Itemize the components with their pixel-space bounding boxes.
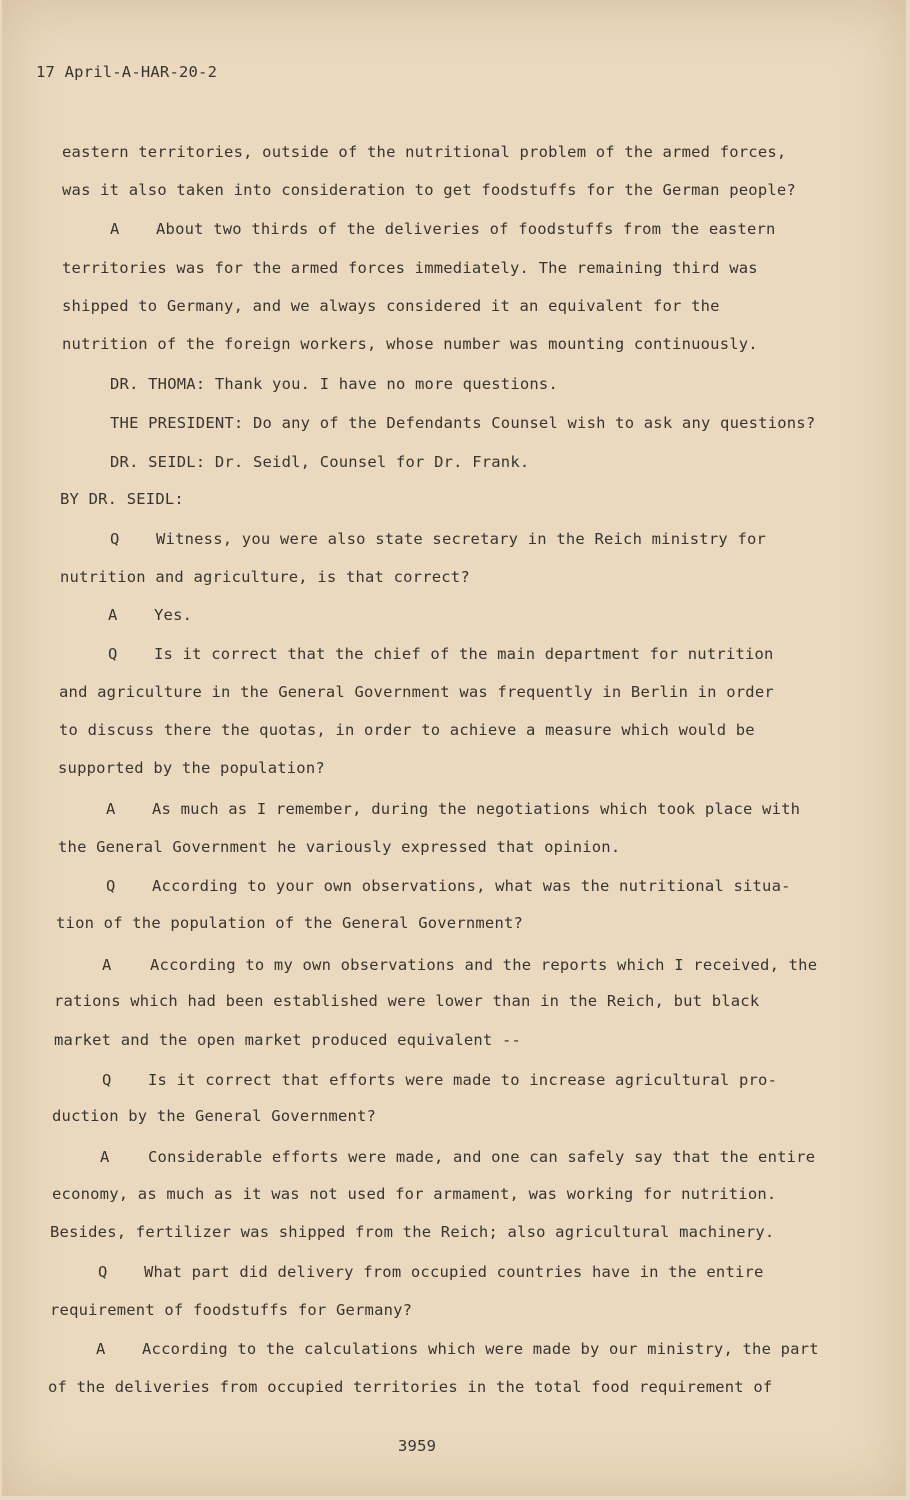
transcript-line: territories was for the armed forces immediately. The remaining third was (62, 259, 758, 277)
transcript-line: A Considerable efforts were made, and one can safely say that the entire (100, 1148, 816, 1166)
transcript-line: was it also taken into consideration to get foodstuffs for the German people? (62, 181, 796, 199)
speaker-label: Q (106, 877, 116, 895)
transcript-line: DR. THOMA: Thank you. I have no more questions. (110, 375, 558, 393)
transcript-line: shipped to Germany, and we always considered it an equivalent for the (62, 297, 720, 315)
transcript-line: Q What part did delivery from occupied countries have in the entire (98, 1263, 764, 1281)
transcript-line: requirement of foodstuffs for Germany? (50, 1301, 413, 1319)
transcript-line: A About two thirds of the deliveries of foodstuffs from the eastern (110, 220, 776, 238)
speaker-label: A (108, 606, 118, 624)
transcript-line: eastern territories, outside of the nutritional problem of the armed forces, (62, 143, 787, 161)
transcript-line: the General Government he variously expressed that opinion. (58, 838, 621, 856)
transcript-line: tion of the population of the General Government? (56, 914, 524, 932)
transcript-line: A As much as I remember, during the negotiations which took place with (106, 800, 801, 818)
transcript-line: Q Witness, you were also state secretary in the Reich ministry for (110, 530, 767, 548)
transcript-line: THE PRESIDENT: Do any of the Defendants Counsel wish to ask any questions? (110, 414, 816, 432)
speaker-label: A (110, 220, 120, 238)
transcript-line: duction by the General Government? (52, 1107, 377, 1125)
transcript-line: of the deliveries from occupied territories in the total food requirement of (48, 1378, 773, 1396)
transcript-line: Q Is it correct that efforts were made to increase agricultural pro- (102, 1071, 778, 1089)
page-number: 3959 (398, 1437, 437, 1455)
speaker-label: A (96, 1340, 106, 1358)
transcript-line: Q According to your own observations, what was the nutritional situa- (106, 877, 791, 895)
transcript-line: BY DR. SEIDL: (60, 490, 184, 508)
transcript-line: A According to the calculations which were made by our ministry, the part (96, 1340, 819, 1358)
transcript-line: rations which had been established were lower than in the Reich, but black (54, 992, 760, 1010)
transcript-line: nutrition of the foreign workers, whose number was mounting continuously. (62, 335, 758, 353)
transcript-line: A Yes. (108, 606, 193, 624)
speaker-label: A (100, 1148, 110, 1166)
speaker-label: Q (98, 1263, 108, 1281)
transcript-line: economy, as much as it was not used for armament, was working for nutrition. (52, 1185, 777, 1203)
transcript-line: to discuss there the quotas, in order to achieve a measure which would be (59, 721, 755, 739)
speaker-label: A (102, 956, 112, 974)
document-page (2, 0, 906, 1496)
speaker-label: Q (108, 645, 118, 663)
document-header-id: 17 April-A-HAR-20-2 (36, 63, 218, 81)
transcript-line: Besides, fertilizer was shipped from the Reich; also agricultural machinery. (50, 1223, 775, 1241)
speaker-label: Q (110, 530, 120, 548)
transcript-line: A According to my own observations and the reports which I received, the (102, 956, 818, 974)
transcript-line: market and the open market produced equivalent -- (54, 1031, 522, 1049)
speaker-label: Q (102, 1071, 112, 1089)
transcript-line: DR. SEIDL: Dr. Seidl, Counsel for Dr. Frank. (110, 453, 530, 471)
speaker-label: A (106, 800, 116, 818)
transcript-line: Q Is it correct that the chief of the main department for nutrition (108, 645, 774, 663)
transcript-line: nutrition and agriculture, is that correct? (60, 568, 470, 586)
transcript-line: and agriculture in the General Government was frequently in Berlin in order (59, 683, 774, 701)
transcript-line: supported by the population? (58, 759, 325, 777)
